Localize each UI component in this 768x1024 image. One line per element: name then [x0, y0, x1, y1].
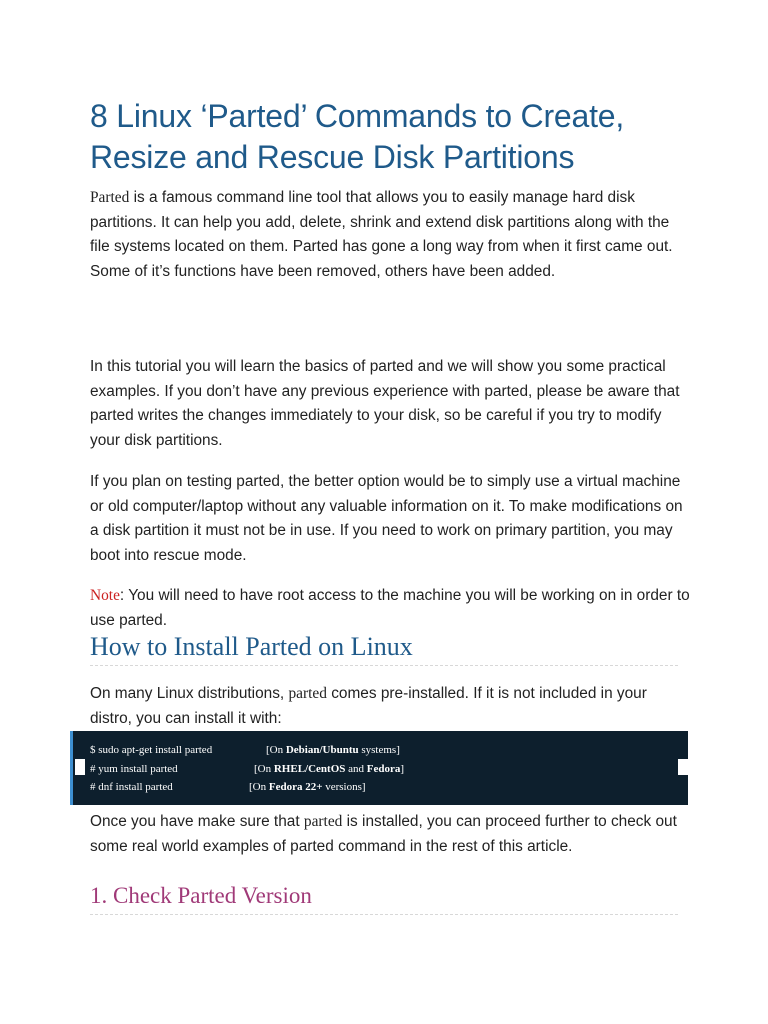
code-command: # yum install parted	[90, 763, 178, 775]
note-label: Note	[90, 587, 120, 604]
code-block[interactable]	[70, 731, 688, 805]
after-code-before: Once you have make sure that	[90, 813, 304, 830]
code-comment: [On Fedora 22+ versions]	[249, 781, 366, 793]
code-scroll-marker-right	[678, 759, 688, 775]
install-text-after: comes pre-installed. If it is not included in your distro, you can install it with:	[90, 685, 647, 727]
testing-paragraph: If you plan on testing parted, the better option would be to simply use a virtual machine or old computer/laptop without any valuable information on it. To make modifications on a disk partition it must not be in use. If you need to work on primary partition, you may boot into rescue mode.	[90, 473, 683, 564]
code-comment: [On Debian/Ubuntu systems]	[266, 744, 400, 756]
intro-term: Parted	[90, 189, 130, 206]
intro-text: is a famous command line tool that allows you to easily manage hard disk partitions. It can help you add, delete, shrink and extend disk partitions along with the file systems located on them. Parted has gone a long way from when it first came out. Some of it’s functions have been removed, others have been added.	[90, 189, 673, 280]
install-heading: How to Install Parted on Linux	[90, 631, 678, 666]
note-paragraph	[90, 584, 690, 633]
install-text-before: On many Linux distributions,	[90, 685, 289, 702]
section1-heading: 1. Check Parted Version	[90, 880, 678, 915]
after-code-paragraph	[90, 810, 690, 859]
install-term: parted	[288, 685, 327, 702]
code-comment: [On RHEL/CentOS and Fedora]	[254, 763, 405, 775]
note-text: : You will need to have root access to the machine you will be working on in order to use parted.	[90, 587, 690, 629]
intro-paragraph	[90, 186, 690, 284]
article-title: 8 Linux ‘Parted’ Commands to Create, Resize and Rescue Disk Partitions	[90, 98, 625, 175]
code-command: $ sudo apt-get install parted	[90, 744, 213, 756]
after-code-term: parted	[303, 813, 343, 830]
code-scroll-marker-left	[75, 759, 85, 775]
tutorial-paragraph: In this tutorial you will learn the basics of parted and we will show you some practical examples. If you don’t have any previous experience with parted, please be aware that parted writes the changes immediately to your disk, so be careful if you try to modify your disk partitions.	[90, 358, 680, 449]
install-paragraph	[90, 682, 690, 731]
code-command: # dnf install parted	[90, 781, 173, 793]
after-code-after: is installed, you can proceed further to check out some real world examples of parted command in the rest of this article.	[90, 813, 677, 855]
